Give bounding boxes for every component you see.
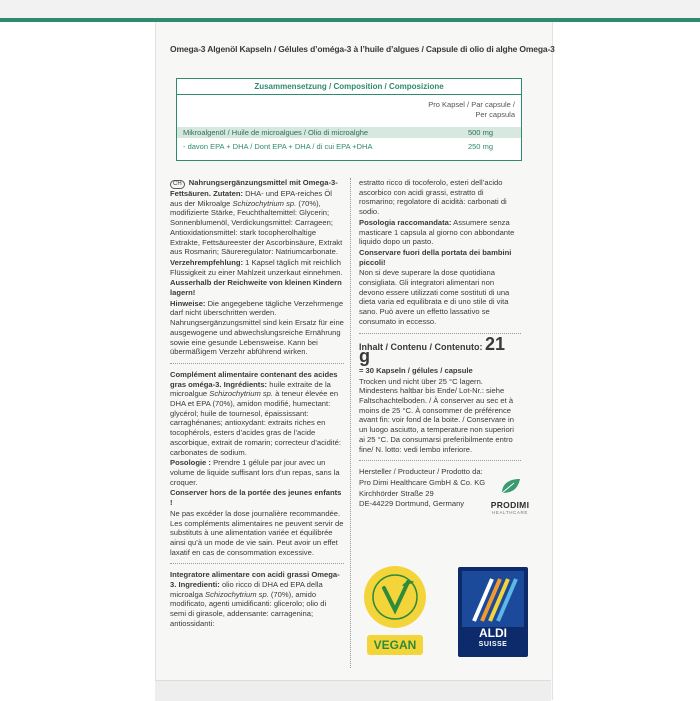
capsule-count-text: = 30 Kapseln / gélules / capsule <box>359 365 473 375</box>
it-ingredients-text-b: (70%), amido modificato, agenti umidificanti: glicerolo; olio di semi di girasole, addensante: carragenina; antiossidanti: <box>170 589 327 628</box>
content-label: Inhalt / Contenu / Contenuto: <box>359 341 483 352</box>
fr-ingredients <box>170 370 344 457</box>
v-label-icon <box>364 566 426 628</box>
it-ingredients <box>170 570 344 628</box>
fr-dosage-label: Posologie : <box>170 458 211 468</box>
aldi-suisse-logo <box>458 567 528 657</box>
it-dosage-label: Posologia raccomandata: <box>359 217 452 227</box>
composition-title: Zusammensetzung / Composition / Composizione <box>177 79 521 95</box>
fr-ingredients-label: Ingrédients: <box>223 379 268 389</box>
de-dosage-label: Verzehrempfehlung: <box>170 257 243 267</box>
de-notes <box>170 299 344 357</box>
aldi-logo-mark <box>462 571 524 627</box>
it-dosage <box>359 218 521 247</box>
aldi-stripes-icon <box>462 571 524 627</box>
de-dosage <box>170 258 344 277</box>
column-divider <box>350 178 352 668</box>
de-children-warning <box>170 278 344 297</box>
per-capsule-line-2: Per capsula <box>475 110 515 119</box>
de-children-text: Ausserhalb der Reichweite von kleinen Kindern lagern! <box>170 278 342 298</box>
it-ingredients-species: Schizochytrium sp. <box>205 589 269 599</box>
product-title: Omega-3 Algenöl Kapseln / Gélules d’oméga-3 à l’huile d’algues / Capsule di olio di alghe Omega-3 <box>170 44 555 54</box>
row-value: 250 mg <box>467 142 493 151</box>
left-text-column <box>170 178 344 630</box>
fr-children-warning <box>170 488 344 507</box>
prodimi-subtitle: HEALTHCARE <box>492 510 528 515</box>
manufacturer-label: Hersteller / Producteur / Prodotto da: <box>359 467 483 477</box>
composition-row-algae-oil <box>177 127 521 138</box>
row-value: 500 mg <box>467 128 493 137</box>
country-tag: CH <box>170 180 185 189</box>
de-ingredients <box>170 178 344 257</box>
per-capsule-line-1: Pro Kapsel / Par capsule / <box>428 100 515 109</box>
prodimi-name: PRODIMI <box>490 500 530 510</box>
right-text-column <box>359 178 521 510</box>
divider <box>170 363 344 364</box>
fr-ingredients-text-a: huile extraite de la microalgue <box>170 379 331 399</box>
it-title: Integratore alimentare con acidi grassi Omega-3. <box>170 570 340 590</box>
aldi-subtitle: SUISSE <box>478 641 508 648</box>
vegan-label-logo <box>364 566 426 666</box>
divider <box>359 460 521 461</box>
de-notes-text: Die angegebene tägliche Verzehrmenge darf nicht überschritten werden. Nahrungsergänzungsmittel sind kein Ersatz für eine ausgewogene und abwechslungsreiche Ernährung sowie eine gesunde Lebensweise. Kann bei übermäßigem Verzehr abführend wirken. <box>170 298 344 357</box>
fr-title: Complément alimentaire contenant des acides gras oméga-3. <box>170 369 338 389</box>
it-children-warning <box>359 248 521 267</box>
content-value: 21 g <box>359 333 506 367</box>
row-label: Mikroalgenöl / Huile de microalgues / Olio di microalghe <box>183 128 369 137</box>
it-ingredients-text-a: olio ricco di DHA ed EPA della microalga <box>170 580 323 599</box>
manufacturer-city: DE-44229 Dortmund, Germany <box>359 499 465 509</box>
fr-children-text: Conserver hors de la portée des jeunes enfants ! <box>170 488 342 508</box>
per-capsule-header <box>428 100 515 120</box>
de-dosage-text: 1 Kapsel täglich mit reichlich Flüssigkeit zu einer Mahlzeit unzerkaut einnehmen. <box>170 257 343 277</box>
vegan-text: VEGAN <box>367 635 423 655</box>
manufacturer-name: Pro Dimi Healthcare GmbH & Co. KG <box>359 477 486 487</box>
manufacturer-street: Kirchhörder Straße 29 <box>359 488 434 498</box>
de-ingredients-text-b: (70%), modifizierte Stärke, Feuchthaltemittel: Glycerin; Sonnenblumenöl, Verdickungsmittel: Carrageen; Antioxidationsmittel: stark tocopherolhaltige Extrakte, Fettsäureester der Ascorbinsäure, Extrakt aus Rosmarin; Säureregulator: Natriumcarbonate. <box>170 198 343 257</box>
it-ingredients-label: Ingredienti: <box>178 580 220 590</box>
net-content <box>359 333 521 367</box>
box-top-flap <box>0 0 700 22</box>
composition-table <box>176 78 522 161</box>
it-children-text: Conservare fuori della portata dei bambini piccoli! <box>359 247 512 267</box>
capsule-count <box>359 366 521 376</box>
prodimi-logo <box>480 477 540 515</box>
fr-notes: Ne pas excéder la dose journalière recommandée. Les compléments alimentaires ne peuvent servir de substituts à une alimentation variée et équilibrée ainsi qu’à un mode de vie sain. Peut avoir un effet laxatif en cas de consommation excessive. <box>170 508 344 557</box>
aldi-name: ALDI <box>479 626 507 640</box>
fr-ingredients-text-b: à teneur élevée en DHA et EPA (70%), amidon modifié, humectant: glycérol; huile de tournesol, épaississant: carraghénanes; antioxydant: extraits riches en tocophérols, esters d’acides gras de l’acide ascorbique, extrait de romarin; correcteur d’acidité: carbonates de sodium. <box>170 389 341 457</box>
de-title: Nahrungsergänzungsmittel mit Omega-3-Fettsäuren. <box>170 178 338 198</box>
it-ingredients-continued: estratto ricco di tocoferolo, esteri dell’acido ascorbico con acidi grassi, estratto di rosmarino; regolatore di acidità: carbonati di sodio. <box>359 178 507 217</box>
fr-dosage <box>170 458 344 487</box>
composition-row-epa-dha <box>177 141 521 152</box>
fr-ingredients-species: Schizochytrium sp. <box>209 389 274 399</box>
it-notes: Non si deve superare la dose quotidiana consigliata. Gli integratori alimentari non devono essere utilizzati come sostituti di una dieta varia ed equilibrata e di uno stile di vita sano. Può avere un effetto lassativo se consumato in eccesso. <box>359 268 510 326</box>
de-notes-label: Hinweise: <box>170 298 206 308</box>
divider <box>170 563 344 564</box>
de-ingredients-species: Schizochytrium sp. <box>232 198 297 208</box>
row-label: - davon EPA + DHA / Dont EPA + DHA / di cui EPA +DHA <box>183 142 373 151</box>
leaf-icon <box>498 477 522 495</box>
de-ingredients-label: Zutaten: <box>213 189 244 198</box>
storage-info: Trocken und nicht über 25 °C lagern. Mindestens haltbar bis Ende/ Lot-Nr.: siehe Faltschachtelboden. / À conserver au sec et à moins de 25 °C. À consommer de préférence avant fin: voir fond de la boite. / Conservare in un luogo asciutto, a temperature non superiori ai 25 °C. Da consumarsi preferibilmente entro fine/ N. lotto: vedi lembo inferiore. <box>359 376 514 454</box>
fr-dosage-text: Prendre 1 gélule par jour avec un volume de liquide suffisant lors d’un repas, sans la croquer. <box>170 458 340 487</box>
it-dosage-text: Assumere senza masticare 1 capsula al giorno con abbondante liquido dopo un pasto. <box>359 217 515 247</box>
de-ingredients-text-a: DHA- und EPA-reiches Öl aus der Mikroalge <box>170 189 332 208</box>
box-bottom-edge <box>155 680 551 701</box>
